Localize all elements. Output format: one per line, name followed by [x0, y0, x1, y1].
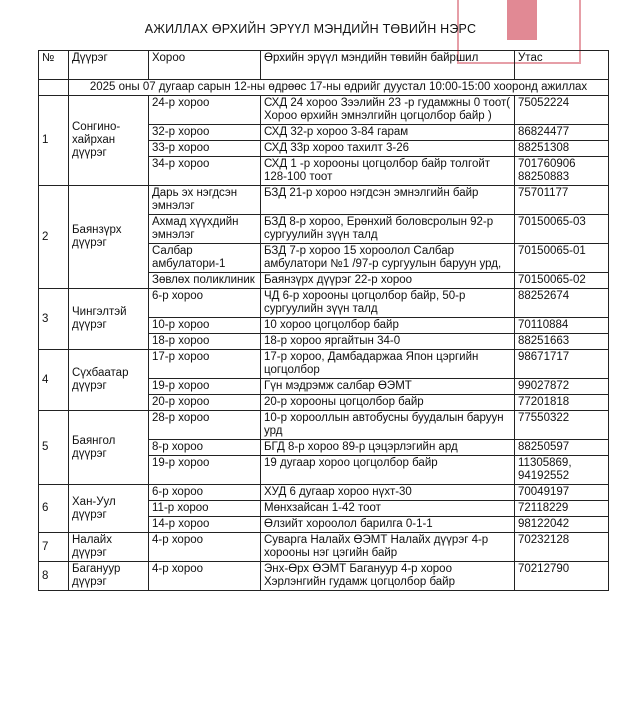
khoroo-cell: 19-р хороо [149, 456, 261, 485]
district-name: Багануур дүүрэг [69, 562, 149, 591]
location-cell: СХД 24 хороо Зээлийн 23 -р гудамжны 0 тоот( Хороо өрхийн эмнэлгийн цогцолбор байр ) [261, 96, 515, 125]
location-cell: 19 дугаар хороо цогцолбор байр [261, 456, 515, 485]
district-name: Баянзүрх дүүрэг [69, 186, 149, 289]
location-cell: СХД 1 -р хорооны цогцолбор байр толгойт 128-100 тоот [261, 157, 515, 186]
district-name: Хан-Уул дүүрэг [69, 485, 149, 533]
khoroo-cell: 6-р хороо [149, 485, 261, 501]
district-number: 8 [39, 562, 69, 591]
khoroo-cell: 8-р хороо [149, 440, 261, 456]
khoroo-cell: Салбар амбулатори-1 [149, 244, 261, 273]
khoroo-cell: 18-р хороо [149, 334, 261, 350]
location-cell: ХУД 6 дугаар хороо нүхт-30 [261, 485, 515, 501]
khoroo-cell: 11-р хороо [149, 501, 261, 517]
district-number: 5 [39, 411, 69, 485]
table-row [39, 350, 609, 379]
location-cell: БЗД 8-р хороо, Ерөнхий боловсролын 92-р сургуулийн зүүн талд [261, 215, 515, 244]
khoroo-cell: Зөвлөх поликлиник [149, 273, 261, 289]
phone-cell: 77201818 [515, 395, 609, 411]
phone-cell: 70150065-01 [515, 244, 609, 273]
phone-cell: 98671717 [515, 350, 609, 379]
location-cell: Баянзүрх дүүрэг 22-р хороо [261, 273, 515, 289]
header-row [39, 51, 609, 80]
location-cell: ЧД 6-р хорооны цогцолбор байр, 50-р сургуулийн зүүн талд [261, 289, 515, 318]
phone-cell: 75701177 [515, 186, 609, 215]
khoroo-cell: 33-р хороо [149, 141, 261, 157]
phone-cell: 72118229 [515, 501, 609, 517]
location-cell: 10 хороо цогцолбор байр [261, 318, 515, 334]
khoroo-cell: 6-р хороо [149, 289, 261, 318]
location-cell: БЗД 7-р хороо 15 хороолол Салбар амбулатори №1 /97-р сургуулын баруун урд, [261, 244, 515, 273]
district-number: 1 [39, 96, 69, 186]
phone-cell: 70110884 [515, 318, 609, 334]
table-row [39, 485, 609, 501]
table-row [39, 562, 609, 591]
phone-cell: 75052224 [515, 96, 609, 125]
page-title: АЖИЛЛАХ ӨРХИЙН ЭРҮҮЛ МЭНДИЙН ТӨВИЙН НЭРС [144, 22, 477, 36]
location-cell: 10-р хорооллын автобусны буудалын баруун урд [261, 411, 515, 440]
header-location: Өрхийн эрүүл мэндийн төвийн байршил [261, 51, 515, 80]
khoroo-cell: 4-р хороо [149, 562, 261, 591]
phone-cell: 88252674 [515, 289, 609, 318]
location-cell: Энх-Өрх ӨЭМТ Багануур 4-р хороо Хэрлэнгийн гудамж цогцолбор байр [261, 562, 515, 591]
district-number: 3 [39, 289, 69, 350]
phone-cell: 70212790 [515, 562, 609, 591]
location-cell: СХД 33р хороо тахилт 3-26 [261, 141, 515, 157]
phone-cell: 70150065-02 [515, 273, 609, 289]
note-empty-cell [39, 80, 69, 96]
phone-cell: 86824477 [515, 125, 609, 141]
khoroo-cell: 4-р хороо [149, 533, 261, 562]
schedule-note: 2025 оны 07 дугаар сарын 12-ны өдрөөс 17-ны өдрийг дуустал 10:00-15:00 хооронд ажиллах [69, 80, 609, 96]
district-number: 4 [39, 350, 69, 411]
phone-cell: 88251663 [515, 334, 609, 350]
phone-cell: 99027872 [515, 379, 609, 395]
khoroo-cell: Дарь эх нэгдсэн эмнэлэг [149, 186, 261, 215]
phone-cell: 77550322 [515, 411, 609, 440]
location-cell: 20-р хорооны цогцолбор байр [261, 395, 515, 411]
khoroo-cell: 34-р хороо [149, 157, 261, 186]
khoroo-cell: 32-р хороо [149, 125, 261, 141]
header-khoroo: Хороо [149, 51, 261, 80]
phone-cell: 70232128 [515, 533, 609, 562]
khoroo-cell: 24-р хороо [149, 96, 261, 125]
location-cell: 18-р хороо яргайтын 34-0 [261, 334, 515, 350]
district-name: Сонгино-хайрхан дүүрэг [69, 96, 149, 186]
district-number: 7 [39, 533, 69, 562]
khoroo-cell: 20-р хороо [149, 395, 261, 411]
location-cell: СХД 32-р хороо 3-84 гарам [261, 125, 515, 141]
table-row [39, 96, 609, 125]
location-cell: Гүн мэдрэмж салбар ӨЭМТ [261, 379, 515, 395]
khoroo-cell: Ахмад хүүхдийн эмнэлэг [149, 215, 261, 244]
phone-cell: 70049197 [515, 485, 609, 501]
phone-cell: 88251308 [515, 141, 609, 157]
khoroo-cell: 17-р хороо [149, 350, 261, 379]
location-cell: Өлзийт хороолол барилга 0-1-1 [261, 517, 515, 533]
location-cell: Суварга Налайх ӨЭМТ Налайх дүүрэг 4-р хорооны нэг цэгийн байр [261, 533, 515, 562]
table-row [39, 411, 609, 440]
district-name: Сүхбаатар дүүрэг [69, 350, 149, 411]
phone-cell: 98122042 [515, 517, 609, 533]
khoroo-cell: 28-р хороо [149, 411, 261, 440]
table-row [39, 186, 609, 215]
table-row [39, 533, 609, 562]
table-body [39, 80, 609, 591]
location-cell: 17-р хороо, Дамбадаржаа Япон цэргийн цогцолбор [261, 350, 515, 379]
district-name: Налайх дүүрэг [69, 533, 149, 562]
location-cell: БГД 8-р хороо 89-р цэцэрлэгийн ард [261, 440, 515, 456]
phone-cell: 88250597 [515, 440, 609, 456]
khoroo-cell: 19-р хороо [149, 379, 261, 395]
district-number: 6 [39, 485, 69, 533]
phone-cell: 70150065-03 [515, 215, 609, 244]
khoroo-cell: 14-р хороо [149, 517, 261, 533]
phone-cell: 11305869, 94192552 [515, 456, 609, 485]
district-number: 2 [39, 186, 69, 289]
khoroo-cell: 10-р хороо [149, 318, 261, 334]
note-row [39, 80, 609, 96]
header-no: № [39, 51, 69, 80]
district-name: Баянгол дүүрэг [69, 411, 149, 485]
header-phone: Утас [515, 51, 609, 80]
phone-cell: 701760906 88250883 [515, 157, 609, 186]
header-district: Дүүрэг [69, 51, 149, 80]
location-cell: БЗД 21-р хороо нэгдсэн эмнэлгийн байр [261, 186, 515, 215]
table-row [39, 289, 609, 318]
health-centers-table [38, 50, 609, 591]
district-name: Чингэлтэй дүүрэг [69, 289, 149, 350]
location-cell: Мөнхзайсан 1-42 тоот [261, 501, 515, 517]
